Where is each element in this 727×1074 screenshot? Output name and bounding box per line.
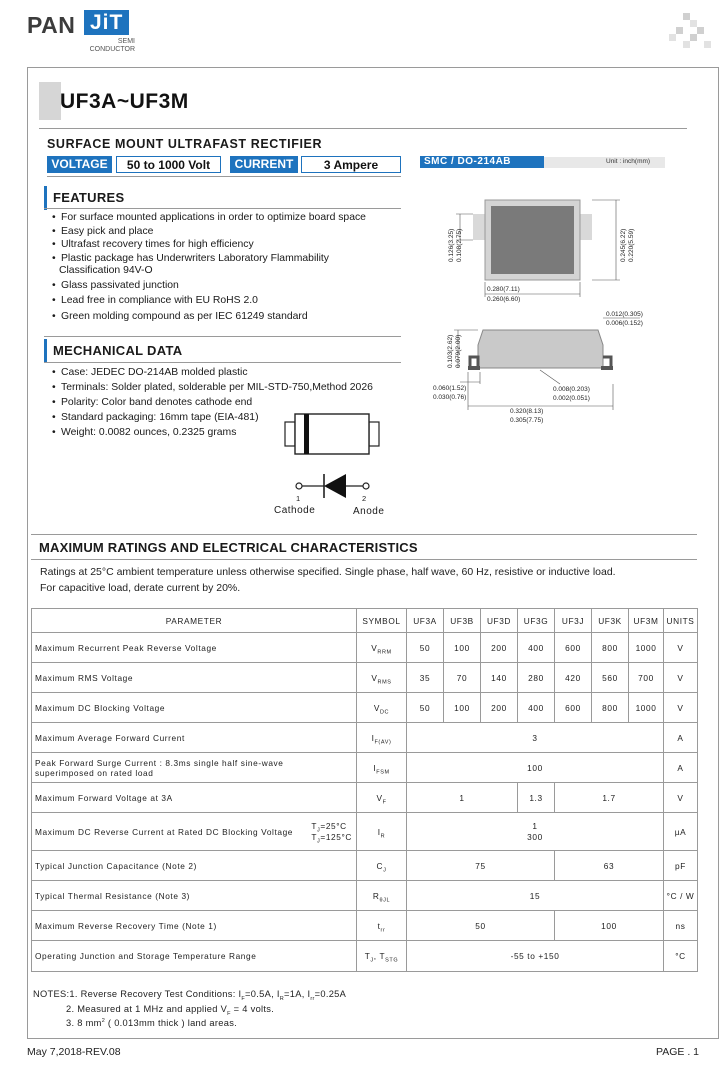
logo-conductor-text: CONDUCTOR xyxy=(89,46,135,53)
mechanical-item: • Standard packaging: 16mm tape (EIA-481) xyxy=(52,410,402,425)
symbol-cell: $t_{rr}$ xyxy=(357,911,407,941)
param-cell: Maximum RMS Voltage xyxy=(32,663,357,693)
value-cell: 560 xyxy=(592,663,629,693)
features-divider xyxy=(44,208,401,209)
dim-length-max: 0.320(8.13) xyxy=(510,408,544,415)
table-row xyxy=(32,911,698,941)
table-row xyxy=(32,851,698,881)
unit-cell: °C / W xyxy=(664,881,698,911)
table-header-row xyxy=(32,609,698,633)
mechanical-heading: MECHANICAL DATA xyxy=(53,343,183,358)
value-cell: 700 xyxy=(629,663,664,693)
table-row xyxy=(32,753,698,783)
feature-item: • Green molding compound as per IEC 61249 standard xyxy=(52,310,402,324)
dim-total-height-min: 0.220(5.59) xyxy=(628,228,635,262)
unit-cell: V xyxy=(664,663,698,693)
symbol-cell: $T_J$, $T_{STG}$ xyxy=(357,941,407,972)
feature-item: • Plastic package has Underwriters Laboratory Flammability xyxy=(52,252,402,266)
symbol-cell: $V_{RRM}$ xyxy=(357,633,407,663)
value-cell: 400 xyxy=(518,693,555,723)
ratings-table xyxy=(31,608,698,972)
value-cell: 1000 xyxy=(629,633,664,663)
package-name: SMC / DO-214AB xyxy=(420,156,544,168)
table-header-cell: UF3M xyxy=(629,609,664,633)
value-cell: 140 xyxy=(481,663,518,693)
logo-jit-text: JiT xyxy=(84,10,129,35)
value-cell: 3 xyxy=(407,723,664,753)
value-cell: 200 xyxy=(481,693,518,723)
value-cell: 600 xyxy=(555,693,592,723)
value-cell: 63 xyxy=(555,851,664,881)
feature-item: • Glass passivated junction xyxy=(52,279,402,293)
ratings-divider xyxy=(31,559,697,560)
pin1-number: 1 xyxy=(296,494,301,503)
table-row xyxy=(32,881,698,911)
table-header-cell: UNITS xyxy=(664,609,698,633)
value-cell: 400 xyxy=(518,633,555,663)
symbol-cell: $C_J$ xyxy=(357,851,407,881)
mechanical-item: • Polarity: Color band denotes cathode end xyxy=(52,395,402,410)
features-heading: FEATURES xyxy=(53,190,125,205)
symbol-cell: $I_R$ xyxy=(357,813,407,851)
title-accent xyxy=(39,82,61,120)
package-outline-drawing xyxy=(284,412,384,460)
note-1: NOTES:1. Reverse Recovery Test Conditions: $I_F=0.5A$, $I_R=1A$, $I_{rr}=0.25A$ xyxy=(33,989,347,1002)
dim-lead-width-max: 0.060(1.52) xyxy=(433,385,467,392)
dim-lead-width-min: 0.030(0.76) xyxy=(433,394,467,401)
value-cell: 1 xyxy=(407,783,518,813)
features-list-2 xyxy=(52,279,402,293)
anode-label: Anode xyxy=(353,506,385,517)
feature-item: • For surface mounted applications in order to optimize board space xyxy=(52,211,402,225)
pin2-number: 2 xyxy=(362,494,367,503)
value-cell: 100 xyxy=(444,693,481,723)
unit-cell: V xyxy=(664,633,698,663)
value-cell: 35 xyxy=(407,663,444,693)
param-cell: Typical Thermal Resistance (Note 3) xyxy=(32,881,357,911)
footer-revision: May 7,2018-REV.08 xyxy=(27,1046,121,1058)
current-label: CURRENT xyxy=(230,156,298,173)
param-cell: Peak Forward Surge Current : 8.3ms single half sine-wave superimposed on rated load xyxy=(32,753,357,783)
dim-body-width-min: 0.260(6.60) xyxy=(487,296,521,303)
value-cell: 15 xyxy=(407,881,664,911)
symbol-cell: $I_{FSM}$ xyxy=(357,753,407,783)
table-row xyxy=(32,693,698,723)
dim-standoff-max: 0.008(0.203) xyxy=(553,386,590,393)
value-cell: 800 xyxy=(592,693,629,723)
table-row xyxy=(32,663,698,693)
dim-standoff-min: 0.002(0.051) xyxy=(553,395,590,402)
value-cell: 1000 xyxy=(629,693,664,723)
param-cell: Typical Junction Capacitance (Note 2) xyxy=(32,851,357,881)
voltage-value: 50 to 1000 Volt xyxy=(116,156,221,173)
footer-page-number: PAGE . 1 xyxy=(656,1046,699,1058)
features-list-4 xyxy=(52,310,402,324)
unit-cell: ns xyxy=(664,911,698,941)
feature-item: • Lead free in compliance with EU RoHS 2.0 xyxy=(52,294,402,308)
param-cell: Operating Junction and Storage Temperature Range xyxy=(32,941,357,972)
unit-cell: pF xyxy=(664,851,698,881)
table-header-cell: UF3K xyxy=(592,609,629,633)
page-title: UF3A~UF3M xyxy=(60,90,189,113)
dim-lead-thickness-min: 0.006(0.152) xyxy=(606,320,643,327)
param-cell: Maximum Reverse Recovery Time (Note 1) xyxy=(32,911,357,941)
value-cell: 100 xyxy=(407,753,664,783)
symbol-cell: $V_F$ xyxy=(357,783,407,813)
dim-body-height-max: 0.126(3.25) xyxy=(448,228,455,262)
feature-item: • Ultrafast recovery times for high efficiency xyxy=(52,238,402,252)
param-cell: Maximum Forward Voltage at 3A xyxy=(32,783,357,813)
value-cell: 600 xyxy=(555,633,592,663)
dim-side-height-max: 0.103(2.62) xyxy=(447,334,454,368)
value-cell: 1 300 xyxy=(407,813,664,851)
features-end-divider xyxy=(44,336,401,337)
diode-symbol-icon xyxy=(292,472,372,502)
mechanical-item: • Terminals: Solder plated, solderable per MIL-STD-750,Method 2026 xyxy=(52,380,402,395)
package-unit: Unit : inch(mm) xyxy=(606,158,651,165)
unit-cell: µA xyxy=(664,813,698,851)
logo-pan-text: PAN xyxy=(27,12,76,38)
value-cell: 200 xyxy=(481,633,518,663)
dim-length-min: 0.305(7.75) xyxy=(510,417,544,424)
value-cell: 50 xyxy=(407,693,444,723)
unit-cell: °C xyxy=(664,941,698,972)
features-list xyxy=(52,211,402,265)
value-cell: -55 to +150 xyxy=(407,941,664,972)
value-cell: 75 xyxy=(407,851,555,881)
dim-body-height-min: 0.108(2.75) xyxy=(456,228,463,262)
table-header-cell: UF3D xyxy=(481,609,518,633)
logo-subtitle xyxy=(85,38,135,54)
value-cell: 1.7 xyxy=(555,783,664,813)
dim-lead-thickness-max: 0.012(0.305) xyxy=(606,311,643,318)
product-subtitle: SURFACE MOUNT ULTRAFAST RECTIFIER xyxy=(47,137,323,151)
table-header-cell: UF3G xyxy=(518,609,555,633)
table-header-cell: UF3A xyxy=(407,609,444,633)
dim-total-height-max: 0.245(6.22) xyxy=(620,228,627,262)
value-cell: 1.3 xyxy=(518,783,555,813)
table-header-cell: UF3B xyxy=(444,609,481,633)
dim-side-height-min: 0.079(2.00) xyxy=(455,334,462,368)
unit-cell: V xyxy=(664,693,698,723)
voltage-label: VOLTAGE xyxy=(47,156,112,173)
value-cell: 50 xyxy=(407,911,555,941)
value-cell: 800 xyxy=(592,633,629,663)
param-cell: Maximum DC Blocking Voltage xyxy=(32,693,357,723)
symbol-cell: $V_{RMS}$ xyxy=(357,663,407,693)
table-header-cell: UF3J xyxy=(555,609,592,633)
mechanical-divider xyxy=(44,362,401,363)
table-row xyxy=(32,783,698,813)
ratings-top-divider xyxy=(31,534,697,535)
features-accent xyxy=(44,186,47,210)
param-cell: Maximum DC Reverse Current at Rated DC Blocking Voltage $T_J=25^\circ C$ $T_J=125^\circ C$ xyxy=(32,813,357,851)
table-row xyxy=(32,633,698,663)
ratings-note-2: For capacitive load, derate current by 20%. xyxy=(40,582,241,594)
ratings-note-1: Ratings at 25°C ambient temperature unless otherwise specified. Single phase, half wave, 60 Hz, resistive or inductive load. xyxy=(40,566,616,578)
param-cell: Maximum Recurrent Peak Reverse Voltage xyxy=(32,633,357,663)
value-cell: 50 xyxy=(407,633,444,663)
feature-item-continuation: Classification 94V-O xyxy=(59,265,153,276)
unit-cell: A xyxy=(664,723,698,753)
table-header-cell: SYMBOL xyxy=(357,609,407,633)
table-row xyxy=(32,941,698,972)
note-3: 3. 8 $mm^2$ ( 0.013mm thick ) land areas. xyxy=(66,1017,238,1028)
note-2: 2. Measured at 1 MHz and applied $V_F = 4$ volts. xyxy=(66,1004,275,1017)
feature-item: • Easy pick and place xyxy=(52,225,402,239)
symbol-cell: $V_{DC}$ xyxy=(357,693,407,723)
table-row xyxy=(32,813,698,851)
param-cell: Maximum Average Forward Current xyxy=(32,723,357,753)
table-header-cell: PARAMETER xyxy=(32,609,357,633)
logo-semi-text: SEMI xyxy=(117,38,135,45)
unit-cell: V xyxy=(664,783,698,813)
value-cell: 100 xyxy=(444,633,481,663)
dim-body-width-max: 0.280(7.11) xyxy=(487,286,520,293)
features-list-3 xyxy=(52,294,402,308)
mechanical-accent xyxy=(44,339,47,363)
table-row xyxy=(32,723,698,753)
value-cell: 70 xyxy=(444,663,481,693)
current-value: 3 Ampere xyxy=(301,156,401,173)
title-divider xyxy=(39,128,687,129)
symbol-cell: $I_{F(AV)}$ xyxy=(357,723,407,753)
value-cell: 280 xyxy=(518,663,555,693)
mechanical-item: • Case: JEDEC DO-214AB molded plastic xyxy=(52,365,402,380)
spec-divider xyxy=(47,176,401,177)
symbol-cell: $R_{\theta JL}$ xyxy=(357,881,407,911)
value-cell: 100 xyxy=(555,911,664,941)
value-cell: 420 xyxy=(555,663,592,693)
unit-cell: A xyxy=(664,753,698,783)
ratings-heading: MAXIMUM RATINGS AND ELECTRICAL CHARACTERISTICS xyxy=(39,540,418,555)
cathode-label: Cathode xyxy=(274,505,316,516)
mechanical-item: • Weight: 0.0082 ounces, 0.2325 grams xyxy=(52,425,402,440)
